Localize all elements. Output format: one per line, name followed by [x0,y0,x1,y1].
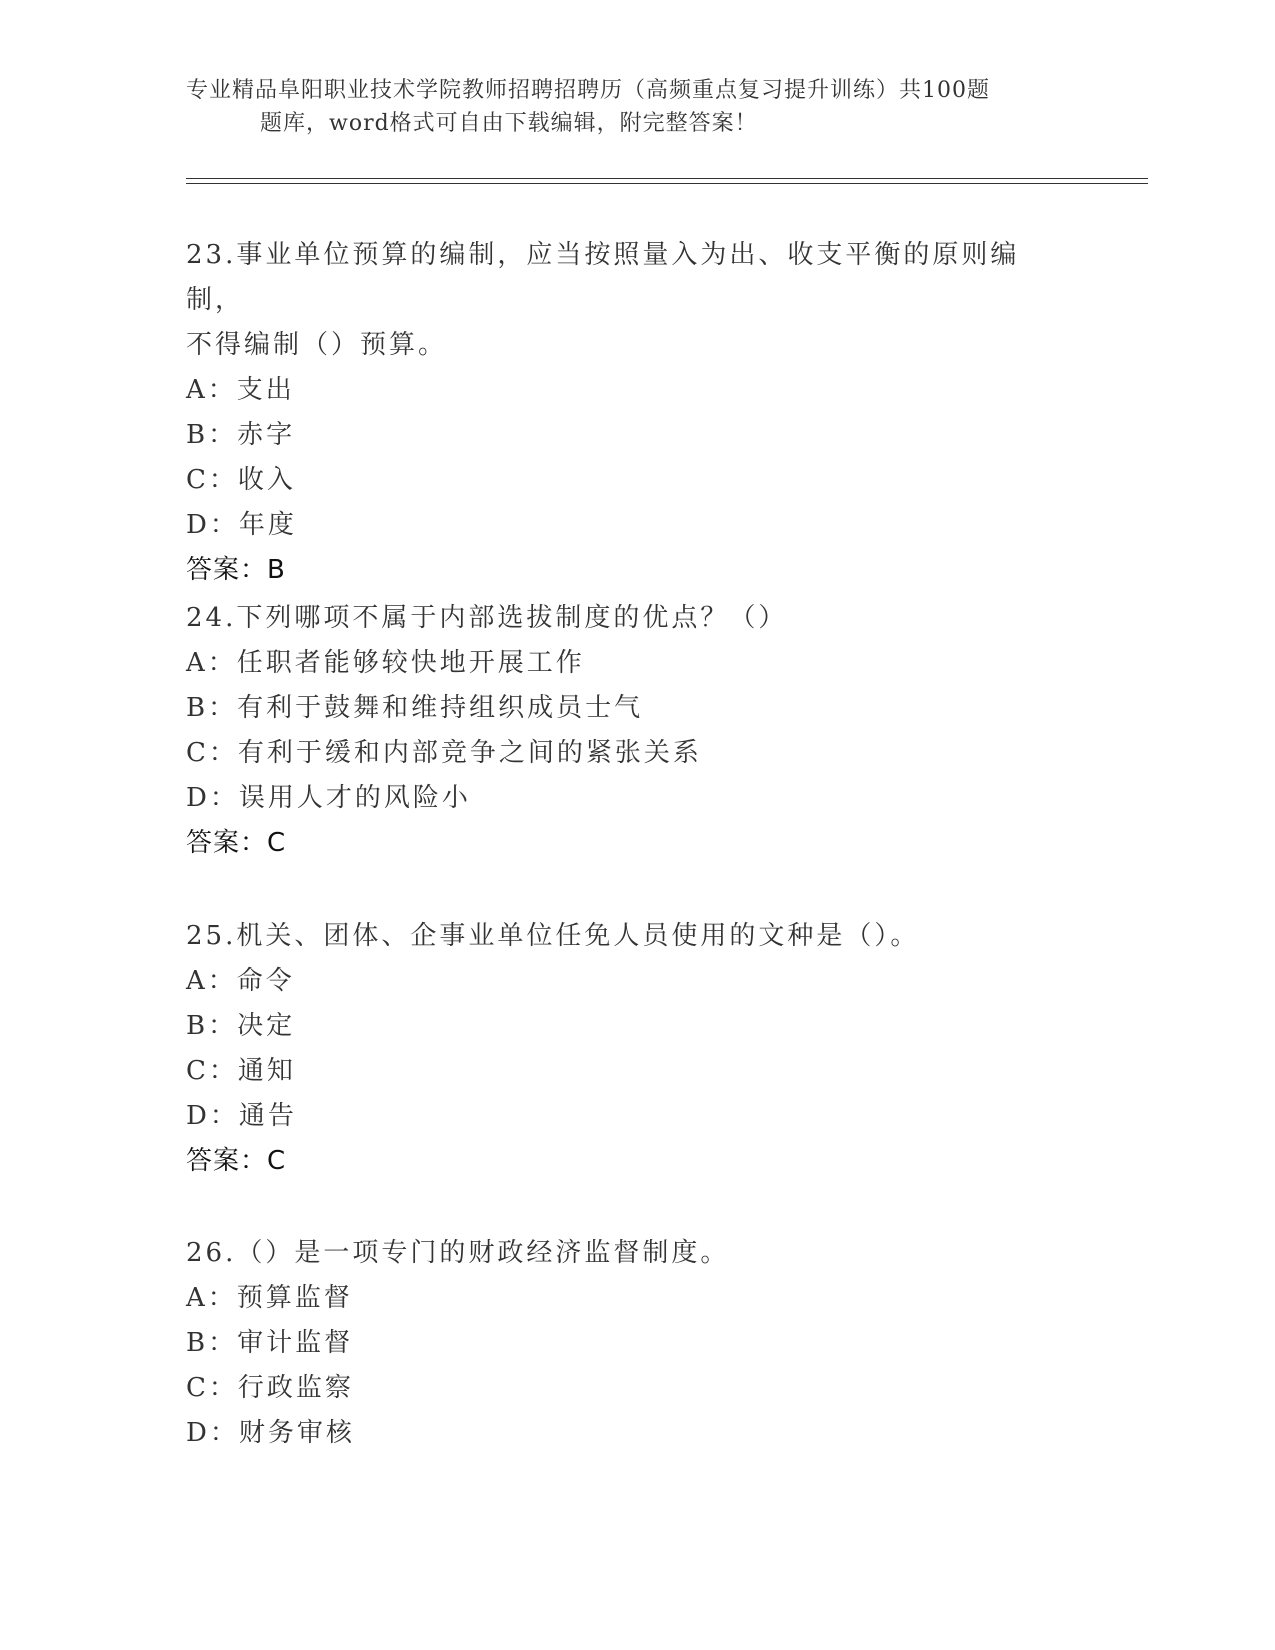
answer: 答案：C [186,1146,287,1176]
option-d: D：年度 [186,510,297,540]
option-c: C：行政监察 [186,1373,354,1403]
option-c: C：通知 [186,1056,296,1086]
answer: 答案：B [186,555,286,585]
option-b: B：决定 [186,1011,296,1041]
option-a: A：支出 [186,375,295,405]
answer: 答案：C [186,828,287,858]
header-title-line2: 题库，word格式可自由下载编辑，附完整答案！ [260,111,758,136]
header-divider-bottom [186,183,1148,184]
option-d: D：通告 [186,1101,297,1131]
question-stem: 24.下列哪项不属于内部选拔制度的优点？（） [186,603,788,633]
option-b: B：审计监督 [186,1328,354,1358]
question-stem: 25.机关、团体、企事业单位任免人员使用的文种是（）。 [186,921,920,951]
question-stem-continued: 不得编制（）预算。 [186,330,448,360]
document-header [186,74,1066,140]
option-c: C：收入 [186,465,296,495]
option-a: A：任职者能够较快地开展工作 [186,648,585,678]
option-a: A：命令 [186,966,295,996]
option-d: D：误用人才的风险小 [186,783,471,813]
option-b: B：有利于鼓舞和维持组织成员士气 [186,693,644,723]
option-c: C：有利于缓和内部竞争之间的紧张关系 [186,738,702,768]
question-stem: 26.（）是一项专门的财政经济监督制度。 [186,1238,730,1268]
question-23 [186,233,1066,593]
header-title-line1: 专业精品阜阳职业技术学院教师招聘招聘历（高频重点复习提升训练）共100题 [186,78,990,103]
option-b: B：赤字 [186,420,296,450]
question-stem: 23.事业单位预算的编制，应当按照量入为出、收支平衡的原则编制， [186,240,1020,315]
question-24 [186,596,1066,866]
header-divider-top [186,178,1148,179]
option-a: A：预算监督 [186,1283,353,1313]
question-26 [186,1231,1066,1456]
question-25 [186,914,1066,1184]
option-d: D：财务审核 [186,1418,355,1448]
